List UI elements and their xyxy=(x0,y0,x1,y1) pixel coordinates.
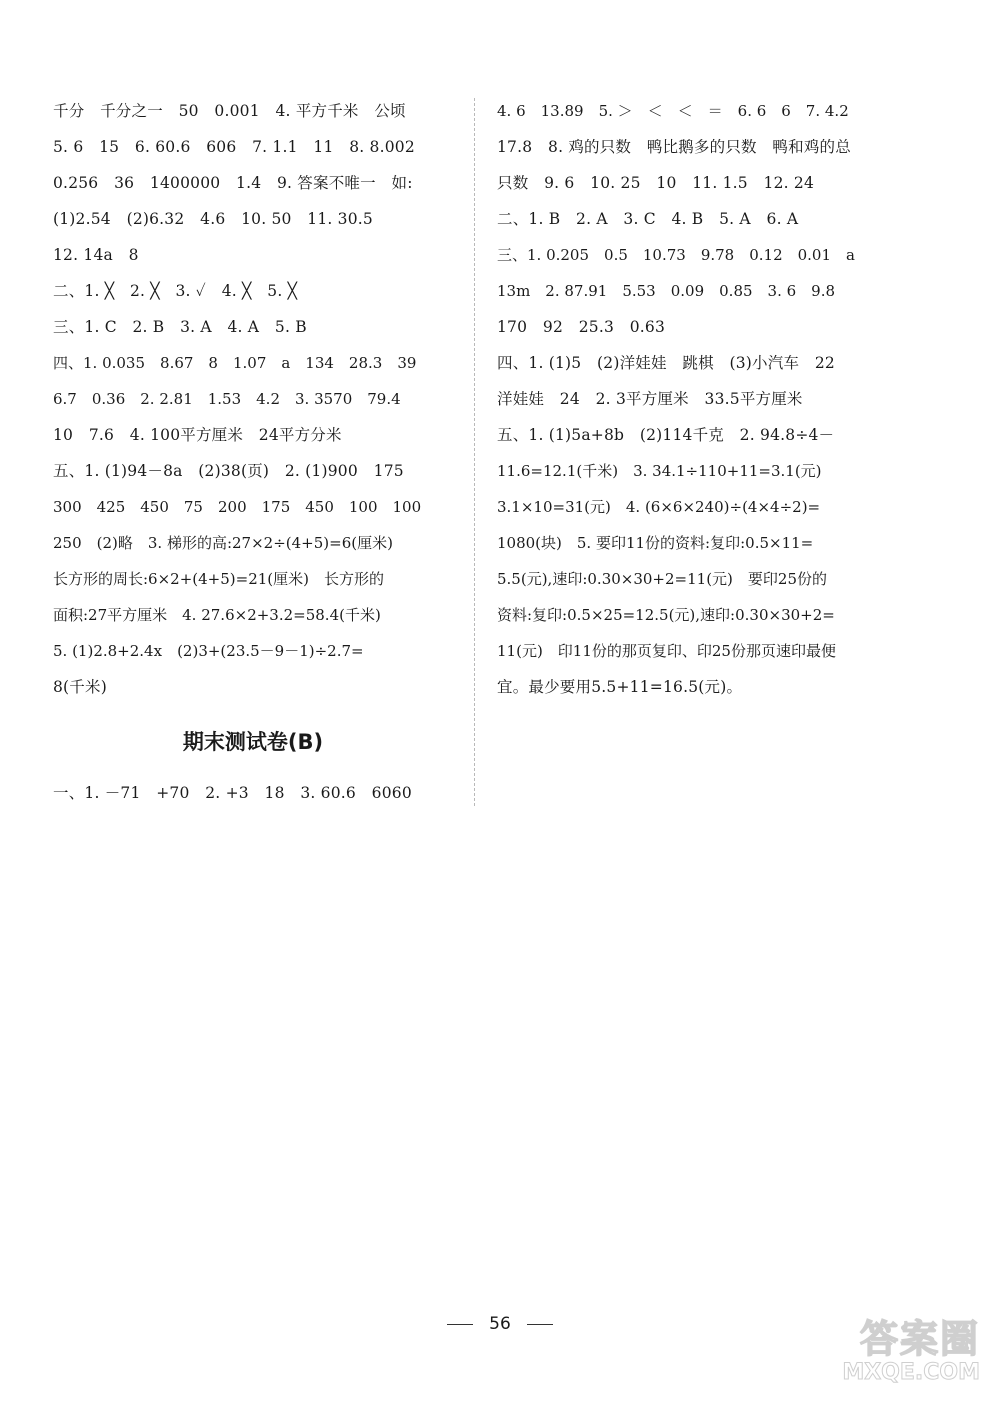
text-line: 4. 6 13.89 5. ＞ ＜ ＜ ＝ 6. 6 6 7. 4.2 xyxy=(497,102,849,120)
text-line: 1080(块) 5. 要印11份的资料:复印:0.5×11= xyxy=(497,534,814,552)
text-line: 五、1. (1)5a+8b (2)114千克 2. 94.8÷4－ xyxy=(497,426,835,444)
text-line: 0.256 36 1400000 1.4 9. 答案不唯一 如: xyxy=(53,174,413,192)
text-line: 17.8 8. 鸡的只数 鸭比鹅多的只数 鸭和鸡的总 xyxy=(497,138,851,156)
text-line: 5. (1)2.8+2.4x (2)3+(23.5－9－1)÷2.7= xyxy=(53,642,364,660)
text-line: 洋娃娃 24 2. 3平方厘米 33.5平方厘米 xyxy=(497,390,803,408)
text-line: 一、1. －71 +70 2. +3 18 3. 60.6 6060 xyxy=(53,784,412,802)
left-column xyxy=(53,93,453,705)
text-line: 二、1. ╳ 2. ╳ 3. ✓ 4. ╳ 5. ╳ xyxy=(53,282,298,300)
left-column-after-heading xyxy=(53,775,453,811)
text-line: 面积:27平方厘米 4. 27.6×2+3.2=58.4(千米) xyxy=(53,606,381,624)
text-line: 10 7.6 4. 100平方厘米 24平方分米 xyxy=(53,426,342,444)
text-line: 四、1. 0.035 8.67 8 1.07 a 134 28.3 39 xyxy=(53,354,417,372)
text-line: 5.5(元),速印:0.30×30+2=11(元) 要印25份的 xyxy=(497,570,827,588)
text-line: 四、1. (1)5 (2)洋娃娃 跳棋 (3)小汽车 22 xyxy=(497,354,835,372)
text-line: 13m 2. 87.91 5.53 0.09 0.85 3. 6 9.8 xyxy=(497,282,836,300)
text-line: 长方形的周长:6×2+(4+5)=21(厘米) 长方形的 xyxy=(53,570,384,588)
text-line: 250 (2)略 3. 梯形的高:27×2÷(4+5)=6(厘米) xyxy=(53,534,393,552)
text-line: 二、1. B 2. A 3. C 4. B 5. A 6. A xyxy=(497,210,799,228)
text-line: 6.7 0.36 2. 2.81 1.53 4.2 3. 3570 79.4 xyxy=(53,390,401,408)
dash-right xyxy=(527,1324,553,1325)
text-line: 3.1×10=31(元) 4. (6×6×240)÷(4×4÷2)= xyxy=(497,498,821,516)
text-line: 12. 14a 8 xyxy=(53,246,139,264)
text-line: 300 425 450 75 200 175 450 100 100 xyxy=(53,498,422,516)
right-column xyxy=(497,93,897,705)
section-heading: 期末测试卷(B) xyxy=(182,730,324,754)
text-line: 宜。最少要用5.5+11=16.5(元)。 xyxy=(497,678,743,696)
text-line: 千分 千分之一 50 0.001 4. 平方千米 公顷 xyxy=(53,102,406,120)
text-line: 只数 9. 6 10. 25 10 11. 1.5 12. 24 xyxy=(497,174,815,192)
column-divider xyxy=(474,98,475,806)
text-line: 11.6=12.1(千米) 3. 34.1÷110+11=3.1(元) xyxy=(497,462,822,480)
watermark-logo xyxy=(836,1308,986,1398)
dash-left xyxy=(447,1324,473,1325)
text-line: 170 92 25.3 0.63 xyxy=(497,318,666,336)
text-line: 5. 6 15 6. 60.6 606 7. 1.1 11 8. 8.002 xyxy=(53,138,415,156)
text-line: 资料:复印:0.5×25=12.5(元),速印:0.30×30+2= xyxy=(497,606,835,624)
page-number-value: 56 xyxy=(489,1314,511,1334)
text-line: 五、1. (1)94－8a (2)38(页) 2. (1)900 175 xyxy=(53,462,404,480)
text-line: 三、1. C 2. B 3. A 4. A 5. B xyxy=(53,318,307,336)
text-line: 8(千米) xyxy=(53,678,107,696)
text-line: 三、1. 0.205 0.5 10.73 9.78 0.12 0.01 a xyxy=(497,246,855,264)
watermark-logo-text: 答案圈 xyxy=(859,1317,980,1361)
text-line: 11(元) 印11份的那页复印、印25份那页速印最便 xyxy=(497,642,836,660)
text-line: (1)2.54 (2)6.32 4.6 10. 50 11. 30.5 xyxy=(53,210,373,228)
watermark-site-text: MXQE.COM xyxy=(842,1360,980,1385)
